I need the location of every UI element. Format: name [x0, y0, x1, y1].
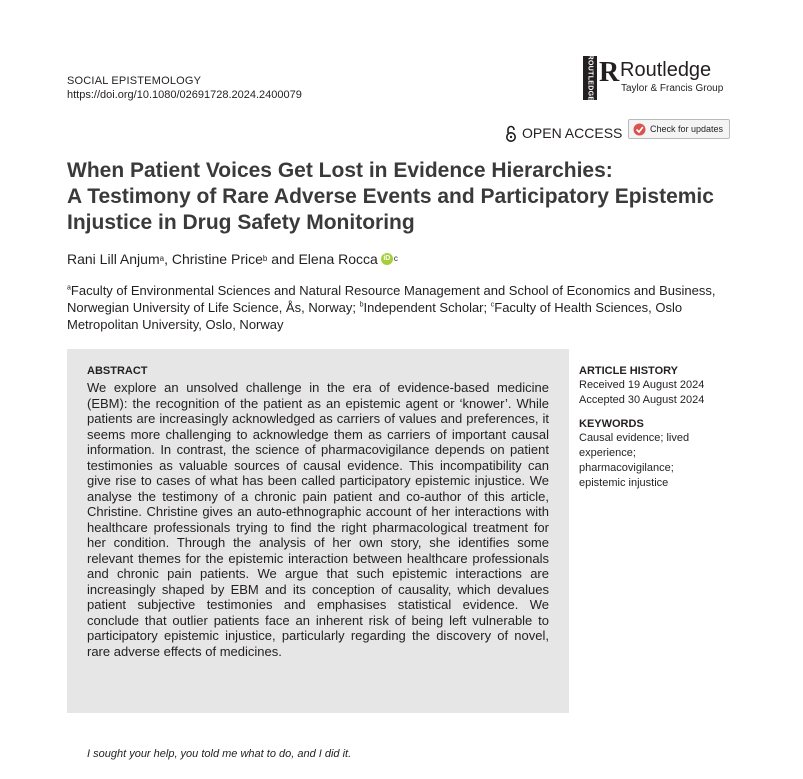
author-name[interactable]: Elena Rocca	[298, 251, 378, 267]
accepted-date: Accepted 30 August 2024	[579, 394, 705, 406]
author-name[interactable]: Rani Lill Anjum	[67, 251, 160, 267]
keywords-heading: KEYWORDS	[579, 418, 644, 430]
article-history-heading: ARTICLE HISTORY	[579, 365, 679, 377]
check-for-updates-button[interactable]	[628, 119, 730, 139]
received-date: Received 19 August 2024	[579, 379, 705, 391]
open-lock-icon	[504, 125, 518, 142]
routledge-logo	[583, 56, 597, 100]
routledge-r-icon: R	[599, 57, 620, 88]
journal-name: SOCIAL EPISTEMOLOGY	[67, 75, 202, 87]
title-line: When Patient Voices Get Lost in Evidence Hierarchies:	[67, 159, 613, 182]
open-access-label: OPEN ACCESS	[522, 125, 623, 141]
author-list: Rani Lill Anjum a , Christine Price b and Elena Rocca iD c	[67, 251, 398, 267]
article-title	[67, 158, 747, 236]
affiliation-text: Faculty of Health Sciences, Oslo Metropolitan University, Oslo, Norway	[67, 300, 683, 332]
orcid-icon[interactable]: iD	[381, 253, 393, 265]
keywords-section	[579, 418, 739, 491]
keywords-text: Causal evidence; lived experience; pharmacovigilance; epistemic injustice	[579, 432, 690, 489]
publisher-vertical-label: ROUTLEDGE	[586, 54, 594, 102]
affiliation-mark: c	[490, 301, 495, 309]
title-line: Injustice in Drug Safety Monitoring	[67, 211, 415, 234]
publisher-logo[interactable]	[583, 56, 733, 100]
affiliations	[67, 282, 737, 333]
journal-header	[67, 74, 302, 102]
abstract-text: We explore an unsolved challenge in the era of evidence-based medicine (EBM): the recognition of the patient as an epistemic agent or ‘knower’. While patients are increasingly acknowledged as carriers of values and preferences, it seems more challenging to acknowledge them as carriers of important causal information. In contrast, the science of pharmacovigilance depends on patient testimonies as valuable sources of causal evidence. This incompatibility can give rise to cases of what has been called participatory epistemic injustice. We analyse the testimony of a chronic pain patient and co-author of this article, Christine. Christine gives an auto-ethnographic account of her interactions with healthcare professionals trying to find the right pharmacological treatment for her condition. Through the analysis of her own story, she identifies some relevant themes for the epistemic interaction between healthcare professionals and chronic pain patients. We argue that such epistemic interactions are increasingly shaped by EBM and its conception of causality, which devalues patient subjective testimonies and emphasises statistical evidence. We conclude that outlier patients face an inherent risk of being left vulnerable to participatory epistemic injustice, particularly regarding the discovery of novel, rare adverse effects of medicines.	[87, 380, 549, 659]
check-updates-label: Check for updates	[650, 124, 724, 134]
affiliation-mark: a	[67, 284, 71, 292]
abstract-box	[67, 349, 569, 713]
author-name[interactable]: Christine Price	[171, 251, 263, 267]
publisher-group: Taylor & Francis Group	[621, 83, 724, 94]
title-line: A Testimony of Rare Adverse Events and Participatory Epistemic	[67, 185, 714, 208]
affiliation-text: Faculty of Environmental Sciences and Natural Resource Management and School of Economics and Business, Norwegian University of Life Science, Ås, Norway;	[67, 283, 716, 315]
author-separator: ,	[164, 251, 172, 267]
article-sidebar	[579, 365, 739, 491]
author-separator: and	[267, 251, 299, 267]
affiliation-text: Independent Scholar;	[363, 300, 491, 315]
epigraph: I sought your help, you told me what to do, and I did it.	[87, 748, 352, 760]
affiliation-mark: b	[359, 301, 364, 309]
publisher-name: Routledge	[620, 59, 712, 81]
abstract-heading: ABSTRACT	[87, 365, 148, 377]
check-updates-icon	[633, 123, 646, 136]
open-access-badge	[504, 124, 622, 142]
doi-link[interactable]: https://doi.org/10.1080/02691728.2024.2400079	[67, 89, 302, 101]
